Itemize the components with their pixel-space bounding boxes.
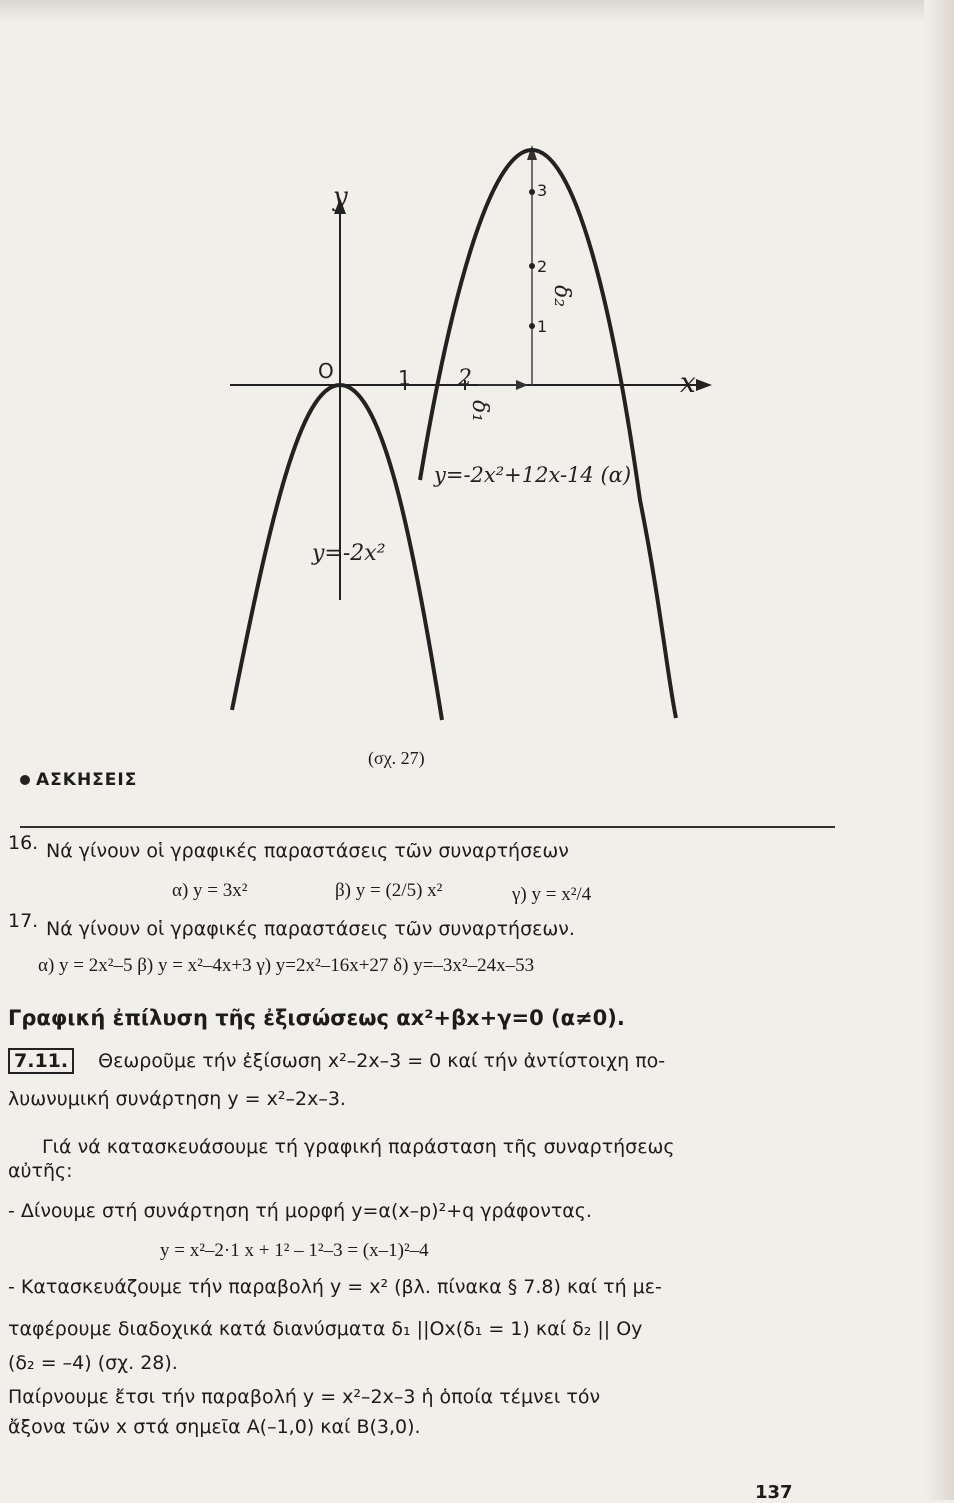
- exercises-heading: [20, 770, 137, 790]
- point-y1: [529, 323, 535, 329]
- section-intro: [8, 1050, 665, 1072]
- tick-y3-label: 3: [537, 181, 548, 200]
- curve-b-label: y=-2x²: [312, 541, 386, 566]
- section-line7: - Κατασκευάζουμε τήν παραβολή y = x² (βλ. πίνακα § 7.8) καί τή με-: [8, 1276, 662, 1298]
- ex17-number: 17.: [8, 910, 39, 932]
- section-line10: Παίρνουμε ἔτσι τήν παραβολή y = x²–2x–3 ἡ ὁποία τέμνει τόν: [8, 1386, 601, 1408]
- axis-y-label: y: [333, 182, 348, 212]
- divider: [20, 826, 835, 828]
- point-y2: [529, 263, 535, 269]
- tick-x1-label: 1: [398, 366, 411, 390]
- ex16-text: Νά γίνουν οἱ γραφικές παραστάσεις τῶν συναρτήσεων: [46, 840, 569, 862]
- section-line8: ταφέρουμε διαδοχικά κατά διανύσματα δ₁ ||Ox(δ₁ = 1) καί δ₂ || Oy: [8, 1318, 643, 1340]
- tick-x2-label: 2: [458, 366, 472, 391]
- section-line11: ἄξονα τῶν x στά σημεῖα A(–1,0) καί B(3,0).: [8, 1416, 421, 1438]
- axis-x-label: x: [680, 366, 696, 399]
- section-line2: λυωνυμική συνάρτηση y = x²–2x–3.: [8, 1088, 346, 1110]
- ex17-text: Νά γίνουν οἱ γραφικές παραστάσεις τῶν συναρτήσεων.: [46, 918, 575, 940]
- curve-a-label: y=-2x²+12x-14 (α): [434, 463, 632, 487]
- tick-y1-label: 1: [537, 317, 548, 336]
- tick-y2-label: 2: [537, 257, 548, 276]
- section-title: Γραφική ἐπίλυση τῆς ἐξισώσεως αx²+βx+γ=0 (α≠0).: [8, 1006, 625, 1030]
- page-number: 137: [755, 1482, 793, 1503]
- bullet-icon: [20, 775, 30, 785]
- section-line4: αὐτῆς:: [8, 1160, 73, 1182]
- vector-d1-label: δ₁: [467, 400, 492, 423]
- ex16-a: α) y = 3x²: [172, 880, 248, 901]
- vector-d1-arrow-icon: [516, 380, 528, 390]
- x-axis-arrow-icon: [696, 379, 712, 391]
- figure-caption: (σχ. 27): [368, 748, 425, 768]
- vertex-arrow-icon: [527, 145, 537, 160]
- section-line6: y = x²–2·1 x + 1² – 1²–3 = (x–1)²–4: [160, 1240, 429, 1261]
- section-line5: - Δίνουμε στή συνάρτηση τή μορφή y=α(x–p)²+q γράφοντας.: [8, 1200, 592, 1222]
- section-number: 7.11.: [8, 1048, 74, 1074]
- ex16-c: γ) y = x²/4: [512, 884, 592, 905]
- point-y3: [529, 189, 535, 195]
- ex17-items: α) y = 2x²–5 β) y = x²–4x+3 γ) y=2x²–16x+27 δ) y=–3x²–24x–53: [38, 955, 535, 976]
- exercises-heading-text: ΑΣΚΗΣΕΙΣ: [36, 770, 138, 790]
- parabola-a: [420, 150, 676, 718]
- ex16-number: 16.: [8, 832, 39, 854]
- section-line3: Γιά νά κατασκευάσουμε τή γραφική παράσταση τῆς συναρτήσεως: [42, 1136, 675, 1158]
- section-line9: (δ₂ = –4) (σχ. 28).: [8, 1352, 178, 1374]
- origin-label: O: [318, 359, 334, 383]
- ex16-b: β) y = (2/5) x²: [335, 880, 443, 901]
- section-line1: Θεωροῦμε τήν ἐξίσωση x²–2x–3 = 0 καί τήν ἀντίστοιχη πο-: [98, 1050, 666, 1072]
- vector-d2-label: δ₂: [549, 285, 574, 308]
